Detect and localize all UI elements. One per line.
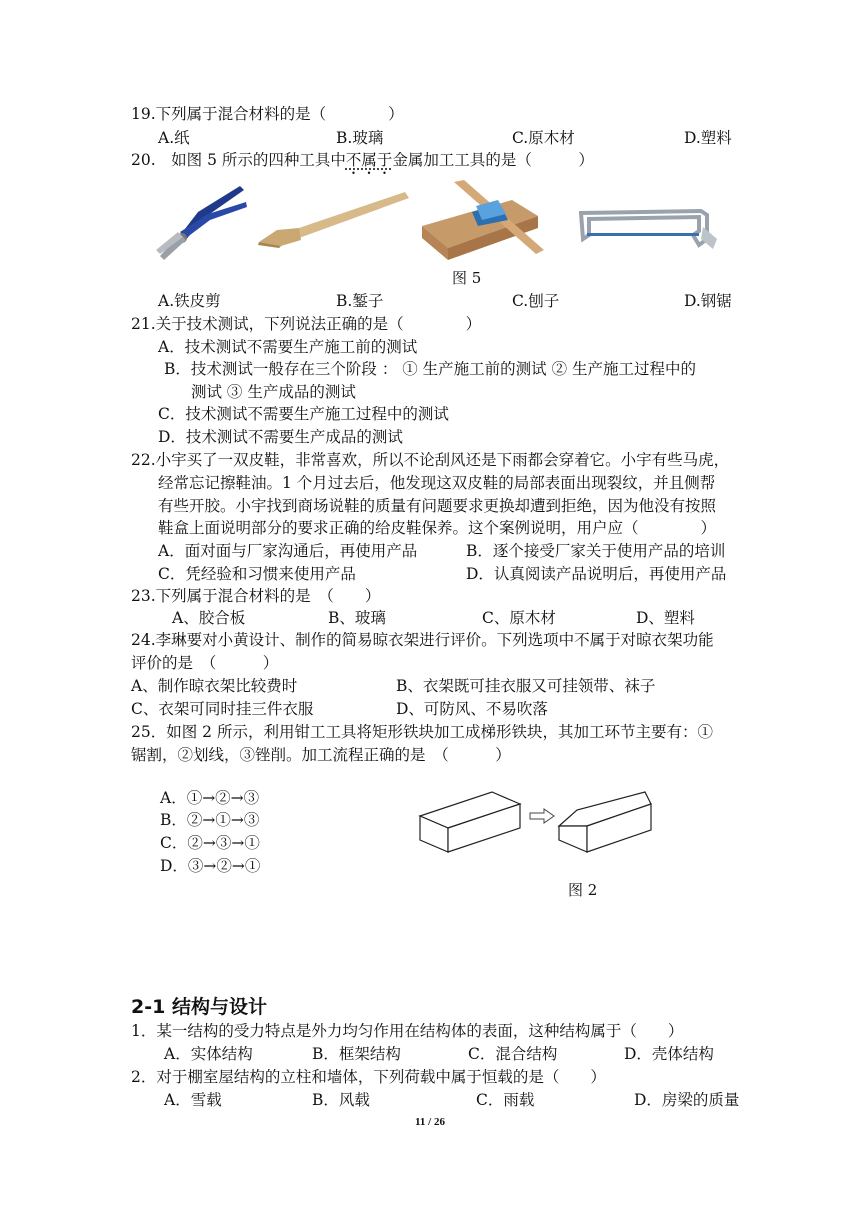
q21-option-d: D．技术测试不需要生产成品的测试 [158, 428, 403, 446]
q25-option-a: A．①→②→③ [160, 789, 260, 807]
page-number: 11 / 26 [415, 1116, 445, 1128]
s-q2-option-a: A．雪载 [164, 1091, 222, 1109]
q20-stem-emphasis: 不属于 [345, 151, 393, 169]
q24-line-2: 评价的是 （ ） [131, 654, 279, 672]
q24-option-b: B、衣架既可挂衣服又可挂领带、袜子 [396, 677, 656, 695]
q25-option-b: B．②→①→③ [160, 811, 260, 829]
q25-line-1: 25．如图 2 所示，利用钳工工具将矩形铁块加工成梯形铁块，其加工环节主要有：① [131, 723, 713, 741]
q20-option-d: D.钢锯 [684, 292, 732, 310]
q19-option-b: B.玻璃 [336, 129, 384, 147]
s-q2-option-d: D．房梁的质量 [634, 1091, 740, 1109]
q20-option-c: C.刨子 [512, 292, 560, 310]
q23-option-b: B、玻璃 [328, 609, 386, 627]
wood-plane-icon [420, 178, 550, 263]
q22-line-3: 有些开胶。小宇找到商场说鞋的质量有问题要求更换却遭到拒绝，因为他没有按照 [158, 497, 717, 515]
q20-option-b: B.錾子 [336, 292, 384, 310]
q20-option-a: A.铁皮剪 [158, 292, 221, 310]
q22-line-1: 22.小宇买了一双皮鞋，非常喜欢，所以不论刮风还是下雨都会穿着它。小宇有些马虎， [131, 451, 730, 469]
q23-option-a: A、胶合板 [172, 609, 246, 627]
q22-option-a: A．面对面与厂家沟通后，再使用产品 [158, 542, 418, 560]
q23-option-d: D、塑料 [636, 609, 695, 627]
q25-option-c: C．②→③→① [160, 834, 260, 852]
q21-option-b-cont: 测试 ③ 生产成品的测试 [191, 383, 356, 401]
rect-block-icon [418, 790, 522, 854]
q23-option-c: C、原木材 [482, 609, 556, 627]
q22-line-2: 经常忘记擦鞋油。1 个月过去后，他发现这双皮鞋的局部表面出现裂纹，并且侧帮 [158, 474, 716, 492]
q19-option-d: D.塑料 [684, 129, 732, 147]
s-q1-option-b: B．框架结构 [312, 1045, 401, 1063]
q25-option-d: D．③→②→① [160, 857, 261, 875]
figure5-caption: 图 5 [452, 269, 482, 287]
figure2-caption: 图 2 [568, 881, 598, 899]
q21-stem: 21.关于技术测试，下列说法正确的是（ ） [131, 315, 482, 333]
q24-option-d: D、可防风、不易吹落 [396, 700, 548, 718]
q24-line-1: 24.李琳要对小黄设计、制作的简易晾衣架进行评价。下列选项中不属于对晾衣架功能 [131, 631, 714, 649]
q22-line-4: 鞋盒上面说明部分的要求正确的给皮鞋保养。这个案例说明，用户应（ ） [158, 519, 717, 537]
q20-stem-after: 金属加工工具的是（ ） [392, 151, 594, 169]
q22-option-c: C．凭经验和习惯来使用产品 [158, 565, 356, 583]
s-q2-option-b: B．风载 [312, 1091, 370, 1109]
s-q1-stem: 1．某一结构的受力特点是外力均匀作用在结构体的表面，这种结构属于（ ） [131, 1022, 684, 1040]
s-q2-stem: 2．对于棚室屋结构的立柱和墙体，下列荷载中属于恒载的是（ ） [131, 1068, 606, 1086]
q19-option-a: A.纸 [158, 129, 190, 147]
q24-option-a: A、制作晾衣架比较费时 [131, 677, 298, 695]
q20-stem [131, 149, 594, 178]
q21-option-a: A．技术测试不需要生产施工前的测试 [158, 338, 418, 356]
hacksaw-icon [575, 205, 720, 251]
q21-option-b: B．技术测试一般存在三个阶段 ： ① 生产施工前的测试 ② 生产施工过程中的 [164, 360, 697, 378]
s-q2-option-c: C．雨载 [476, 1091, 535, 1109]
q20-stem-before: 20. 如图 5 所示的四种工具中 [131, 151, 346, 169]
s-q1-option-c: C．混合结构 [468, 1045, 558, 1063]
trapezoid-block-icon [557, 790, 653, 854]
chisel-icon [255, 186, 415, 250]
s-q1-option-d: D．壳体结构 [624, 1045, 714, 1063]
s-q1-option-a: A．实体结构 [164, 1045, 253, 1063]
tin-snips-icon [150, 180, 250, 262]
section-heading: 2-1 结构与设计 [131, 996, 267, 1018]
q23-stem: 23.下列属于混合材料的是 （ ） [131, 587, 381, 605]
q25-line-2: 锯割，②划线，③锉削。加工流程正确的是 （ ） [131, 746, 511, 764]
q19-option-c: C.原木材 [512, 129, 575, 147]
arrow-right-icon [529, 808, 555, 824]
q22-option-b: B．逐个接受厂家关于使用产品的培训 [466, 542, 726, 560]
q22-option-d: D．认真阅读产品说明后，再使用产品 [466, 565, 727, 583]
q21-option-c: C．技术测试不需要生产施工过程中的测试 [158, 405, 449, 423]
q19-stem: 19.下列属于混合材料的是（ ） [131, 105, 404, 123]
q24-option-c: C、衣架可同时挂三件衣服 [131, 700, 314, 718]
